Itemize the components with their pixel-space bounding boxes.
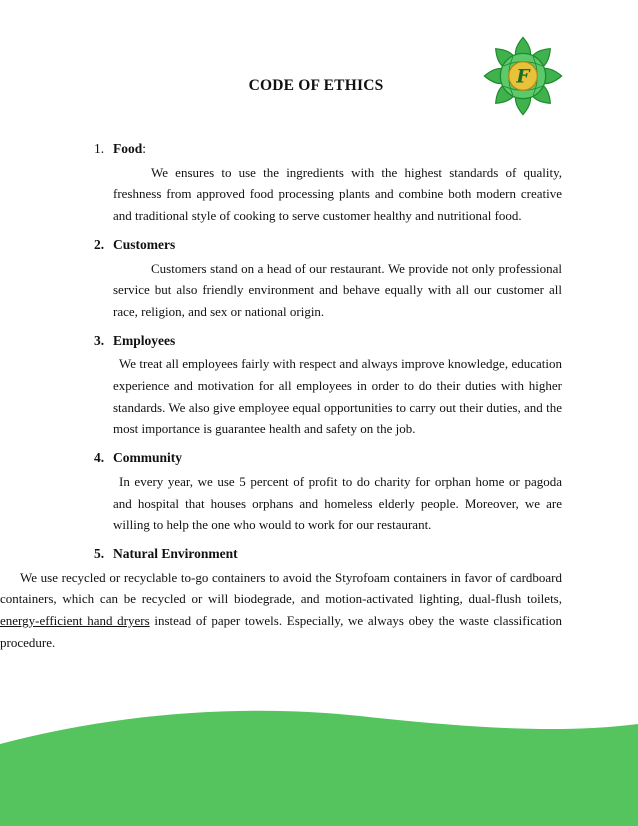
section-number: 3. <box>94 332 105 348</box>
section-title: Employees <box>113 332 176 348</box>
section-body <box>0 567 562 654</box>
section-body-text: instead of paper towels. Especially, we always obey the waste classification procedure. <box>0 613 562 650</box>
hand-dryers-link[interactable]: energy-efficient hand dryers <box>0 613 150 629</box>
section-body: Customers stand on a head of our restaurant. We provide not only professional service but also friendly environment and behave equally with all our customer all race, religion, and sex or national origin. <box>113 260 562 319</box>
section-title: Community <box>113 450 183 466</box>
section-body: In every year, we use 5 percent of profit to do charity for orphan home or pagoda and hospital that houses orphans and homeless elderly people. Moreover, we are willing to help the one who would to work for our restaurant. <box>113 473 562 533</box>
section-title: Customers <box>113 236 176 252</box>
section-title: Natural Environment <box>113 545 238 561</box>
section-customers <box>94 234 562 323</box>
section-heading <box>94 234 562 256</box>
section-food <box>94 138 562 227</box>
section-title-suffix: : <box>142 141 147 156</box>
page-title: CODE OF ETHICS <box>248 77 384 94</box>
section-body: We ensures to use the ingredients with the highest standards of quality, freshness from approved food processing plants and combine both modern creative and traditional style of cooking to serve customer healthy and nutritional food. <box>113 164 562 224</box>
section-heading <box>94 447 562 469</box>
section-number: 5. <box>94 545 105 561</box>
section-number: 4. <box>94 450 105 466</box>
section-employees <box>94 330 562 441</box>
section-heading <box>94 543 562 565</box>
section-title: Food <box>113 141 143 156</box>
restaurant-logo <box>481 34 565 118</box>
footer-wave <box>0 690 638 826</box>
section-natural-environment <box>0 543 562 654</box>
section-heading <box>94 138 562 160</box>
section-community <box>94 447 562 536</box>
section-body: We treat all employees fairly with respect and always improve knowledge, education experience and motivation for all employees in order to do their duties with higher standards. We also give employee equal opportunities to carry out their duties, and the most importance is guarantee health and safety on the job. <box>113 356 562 437</box>
section-number: 2. <box>94 236 105 252</box>
section-body-text: We use recycled or recyclable to-go containers to avoid the Styrofoam containers in favor of cardboard containers, which can be recycled or will biodegrade, and motion-activated lighting, dual-flush toilets, <box>0 569 562 607</box>
section-number: 1. <box>94 141 105 156</box>
ethics-list <box>0 138 562 660</box>
section-heading <box>94 330 562 352</box>
logo-letter: F <box>516 66 530 88</box>
